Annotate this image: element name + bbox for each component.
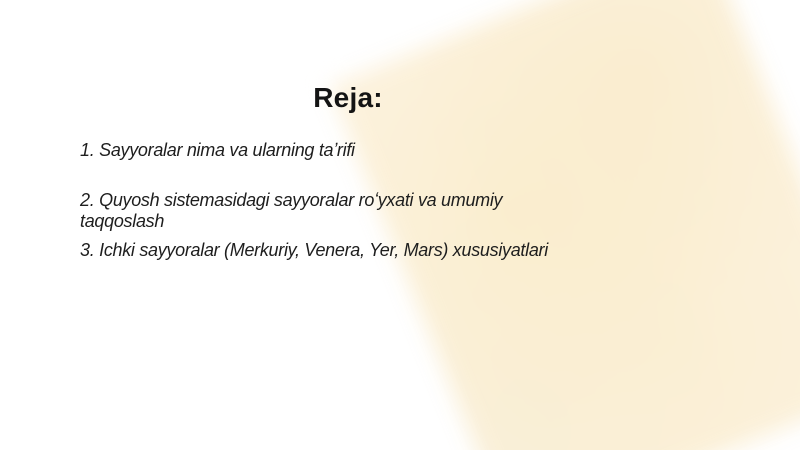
list-item-line: 1. Sayyoralar nima va ularning taʼrifi (80, 140, 355, 160)
list-item-line: 2. Quyosh sistemasidagi sayyoralar roʻyxati va umumiy (80, 190, 503, 210)
list-item (80, 240, 548, 261)
slide-title: Reja: (313, 81, 383, 113)
list-item-line: taqqoslash (80, 211, 165, 231)
list-item (80, 190, 502, 232)
list-item (80, 140, 355, 161)
list-item-line: 3. Ichki sayyoralar (Merkuriy, Venera, Yer, Mars) xususiyatlari (80, 240, 548, 260)
